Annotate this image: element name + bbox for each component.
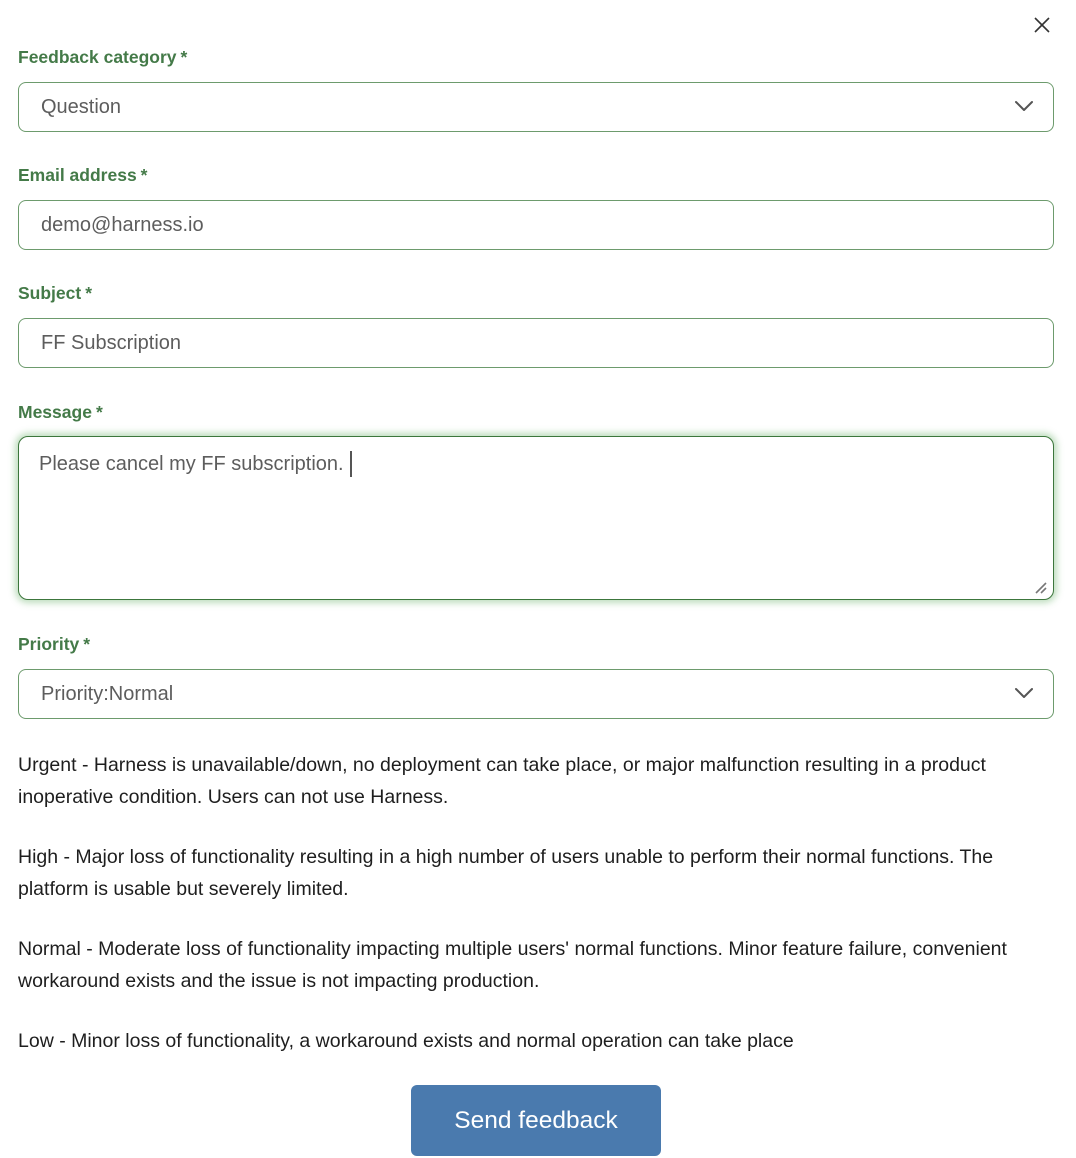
required-asterisk: * [83, 634, 91, 654]
label-text: Message [18, 402, 92, 422]
resize-grip-icon[interactable] [1032, 578, 1048, 594]
required-asterisk: * [95, 402, 103, 422]
chevron-down-icon [1013, 683, 1035, 706]
label-text: Subject [18, 283, 82, 303]
label-text: Priority [18, 634, 80, 654]
required-asterisk: * [85, 283, 93, 303]
subject-input[interactable] [18, 318, 1054, 368]
priority-description-low: Low - Minor loss of functionality, a workaround exists and normal operation can take place [18, 1030, 794, 1052]
feedback-category-select[interactable] [18, 82, 1054, 132]
priority-description-normal: Normal - Moderate loss of functionality impacting multiple users' normal functions. Minor feature failure, convenient workaround exists and the issue is not impacting production. [18, 938, 1007, 992]
close-button[interactable] [1030, 14, 1054, 38]
send-feedback-button[interactable]: Send feedback [411, 1085, 661, 1156]
email-label [18, 165, 1054, 185]
label-text: Feedback category [18, 47, 177, 67]
priority-description-high: High - Major loss of functionality resulting in a high number of users unable to perform their normal functions. The platform is usable but severely limited. [18, 846, 994, 900]
chevron-down-icon [1013, 96, 1035, 119]
priority-label [18, 634, 1054, 654]
feedback-category-label [18, 47, 1054, 67]
priority-description-urgent: Urgent - Harness is unavailable/down, no deployment can take place, or major malfunction resulting in a product inoperative condition. Users can not use Harness. [18, 754, 986, 808]
message-textarea[interactable] [18, 436, 1054, 600]
message-text: Please cancel my FF subscription. [39, 452, 344, 475]
label-text: Email address [18, 165, 137, 185]
required-asterisk: * [140, 165, 148, 185]
selected-value: Priority:Normal [41, 682, 174, 705]
required-asterisk: * [180, 47, 188, 67]
priority-select[interactable] [18, 669, 1054, 719]
message-label [18, 402, 1054, 422]
button-row [18, 1085, 1054, 1156]
subject-label [18, 283, 1054, 303]
selected-value: Question [41, 95, 122, 118]
email-input[interactable] [18, 200, 1054, 250]
header-row [18, 14, 1054, 38]
close-icon [1032, 15, 1052, 38]
text-cursor [350, 451, 352, 477]
